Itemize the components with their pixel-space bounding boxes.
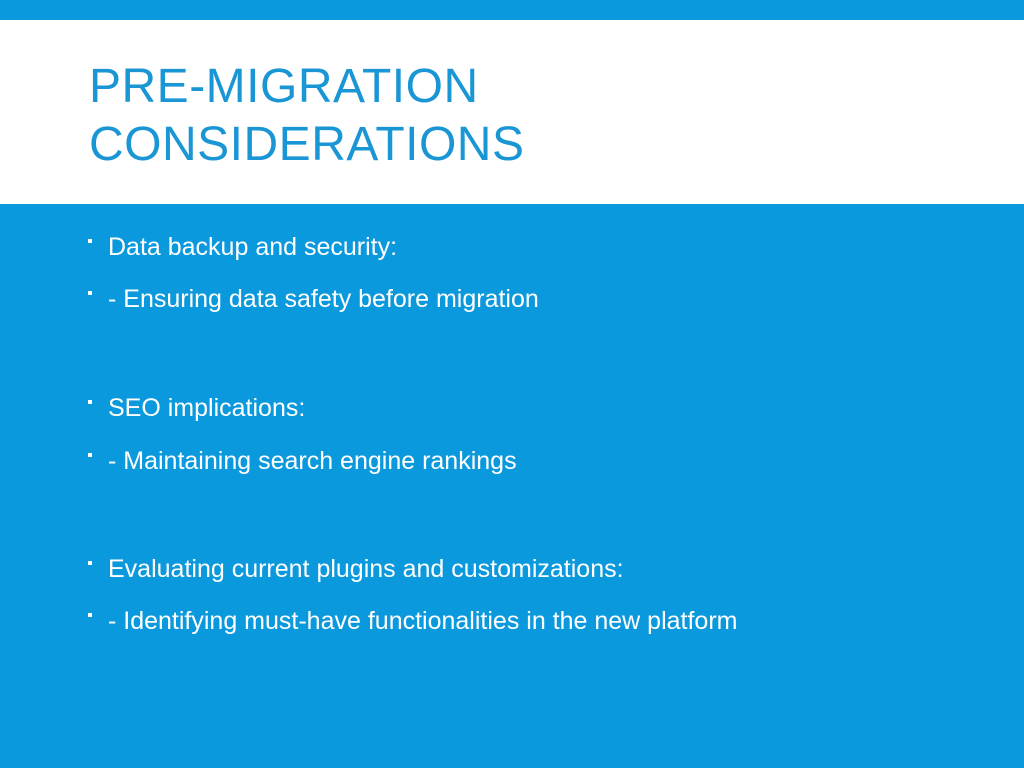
slide-title-line-2: CONSIDERATIONS: [89, 118, 525, 171]
bullet-text: - Identifying must-have functionalities in the new platform: [108, 606, 738, 635]
slide-title-line-1: PRE-MIGRATION: [89, 60, 479, 113]
content-area: [0, 204, 1024, 768]
bullet-text: Evaluating current plugins and customizations:: [108, 554, 624, 583]
square-bullet-icon: [88, 613, 92, 617]
square-bullet-icon: [88, 291, 92, 295]
square-bullet-icon: [88, 453, 92, 457]
bullet-item: [88, 552, 624, 586]
bullet-item: [88, 230, 397, 264]
bullet-text: - Maintaining search engine rankings: [108, 446, 517, 475]
bullet-text: Data backup and security:: [108, 232, 398, 261]
top-accent-bar: [0, 0, 1024, 20]
title-band: [0, 20, 1024, 204]
bullet-item: [88, 444, 517, 478]
square-bullet-icon: [88, 400, 92, 404]
bullet-text: - Ensuring data safety before migration: [108, 284, 539, 313]
bullet-text: SEO implications:: [108, 393, 306, 422]
square-bullet-icon: [88, 239, 92, 243]
square-bullet-icon: [88, 561, 92, 565]
bullet-item: [88, 604, 737, 638]
bullet-item: [88, 391, 305, 425]
bullet-item: [88, 282, 539, 316]
slide-title: [89, 58, 949, 174]
